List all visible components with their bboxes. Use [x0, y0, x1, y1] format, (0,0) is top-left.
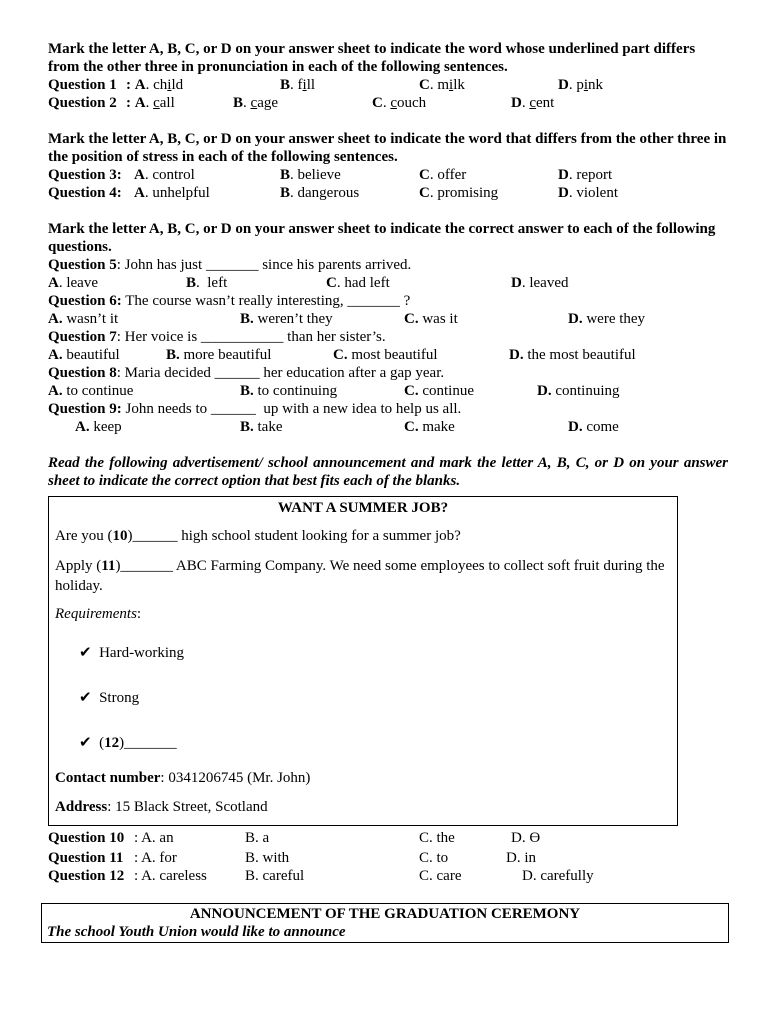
check-icon: ✔	[79, 690, 92, 706]
question-12: Question 12 : A. careless B. careful C. care D. carefully	[48, 868, 594, 884]
question-1: Question 1 : A. child B. fill C. milk D. pink	[48, 77, 604, 93]
announcement-title: ANNOUNCEMENT OF THE GRADUATION CEREMONY	[189, 906, 581, 922]
question-3: Question 3: A. control B. believe C. offer D. report	[48, 167, 613, 183]
ad-contact: Contact number: 0341206745 (Mr. John)	[55, 770, 311, 786]
question-9-stem: Question 9: John needs to ______ up with a new idea to help us all.	[48, 401, 462, 417]
question-8-stem: Question 8: Maria decided ______ her education after a gap year.	[48, 365, 445, 381]
check-icon: ✔	[79, 735, 92, 751]
question-8-options: A. to continue B. to continuing C. continue D. continuing	[48, 383, 620, 399]
instruction-correct-answer: Mark the letter A, B, C, or D on your answer sheet to indicate the correct answer to each of the following questions.	[48, 221, 716, 255]
instruction-reading: Read the following advertisement/ school announcement and mark the letter A, B, C, or D on your answer sheet to indicate the correct option that best fits each of the blanks.	[48, 455, 728, 489]
question-6-options: A. wasn’t it B. weren’t they C. was it D. were they	[48, 311, 646, 327]
summer-job-advertisement	[48, 496, 678, 826]
question-5-options: A. leave B. left C. had left D. leaved	[48, 275, 569, 291]
question-6-stem: Question 6: The course wasn’t really interesting, _______ ?	[48, 293, 411, 309]
graduation-announcement	[41, 903, 729, 943]
instruction-pronunciation: Mark the letter A, B, C, or D on your answer sheet to indicate the word whose underlined part differs from the other three in pronunciation in each of the following sentences.	[48, 41, 696, 75]
ad-address: Address: 15 Black Street, Scotland	[55, 799, 268, 815]
requirement-3: ✔ (12)_______	[79, 735, 177, 751]
check-icon: ✔	[79, 645, 92, 661]
questions-10-12	[48, 829, 728, 885]
ad-requirements-label: Requirements:	[55, 606, 142, 622]
question-7-options: A. beautiful B. more beautiful C. most beautiful D. the most beautiful	[48, 347, 636, 363]
question-2: Question 2 : A. call B. cage C. couch D. cent	[48, 95, 555, 111]
question-5-stem: Question 5: John has just _______ since his parents arrived.	[48, 257, 412, 273]
question-7-stem: Question 7: Her voice is ___________ than her sister’s.	[48, 329, 386, 345]
question-4: Question 4: A. unhelpful B. dangerous C. promising D. violent	[48, 185, 619, 201]
question-9-options: A. keep B. take C. make D. come	[75, 419, 619, 435]
ad-line-11: Apply (11)_______ ABC Farming Company. We need some employees to collect soft fruit during the holiday.	[55, 558, 665, 594]
question-11: Question 11 : A. for B. with C. to D. in	[48, 850, 536, 866]
question-10: Question 10 : A. an B. a C. the D. Ɵ	[48, 830, 541, 846]
requirement-1: ✔ Hard-working	[79, 645, 185, 661]
ad-line-10: Are you (10)______ high school student looking for a summer job?	[55, 528, 461, 544]
requirement-2: ✔ Strong	[79, 690, 140, 706]
advertisement-title: WANT A SUMMER JOB?	[277, 500, 449, 516]
announcement-subtitle: The school Youth Union would like to announce	[47, 924, 346, 940]
instruction-stress: Mark the letter A, B, C, or D on your answer sheet to indicate the word that differs from the other three in the position of stress in each of the following sentences.	[48, 131, 727, 165]
worksheet	[48, 40, 728, 490]
